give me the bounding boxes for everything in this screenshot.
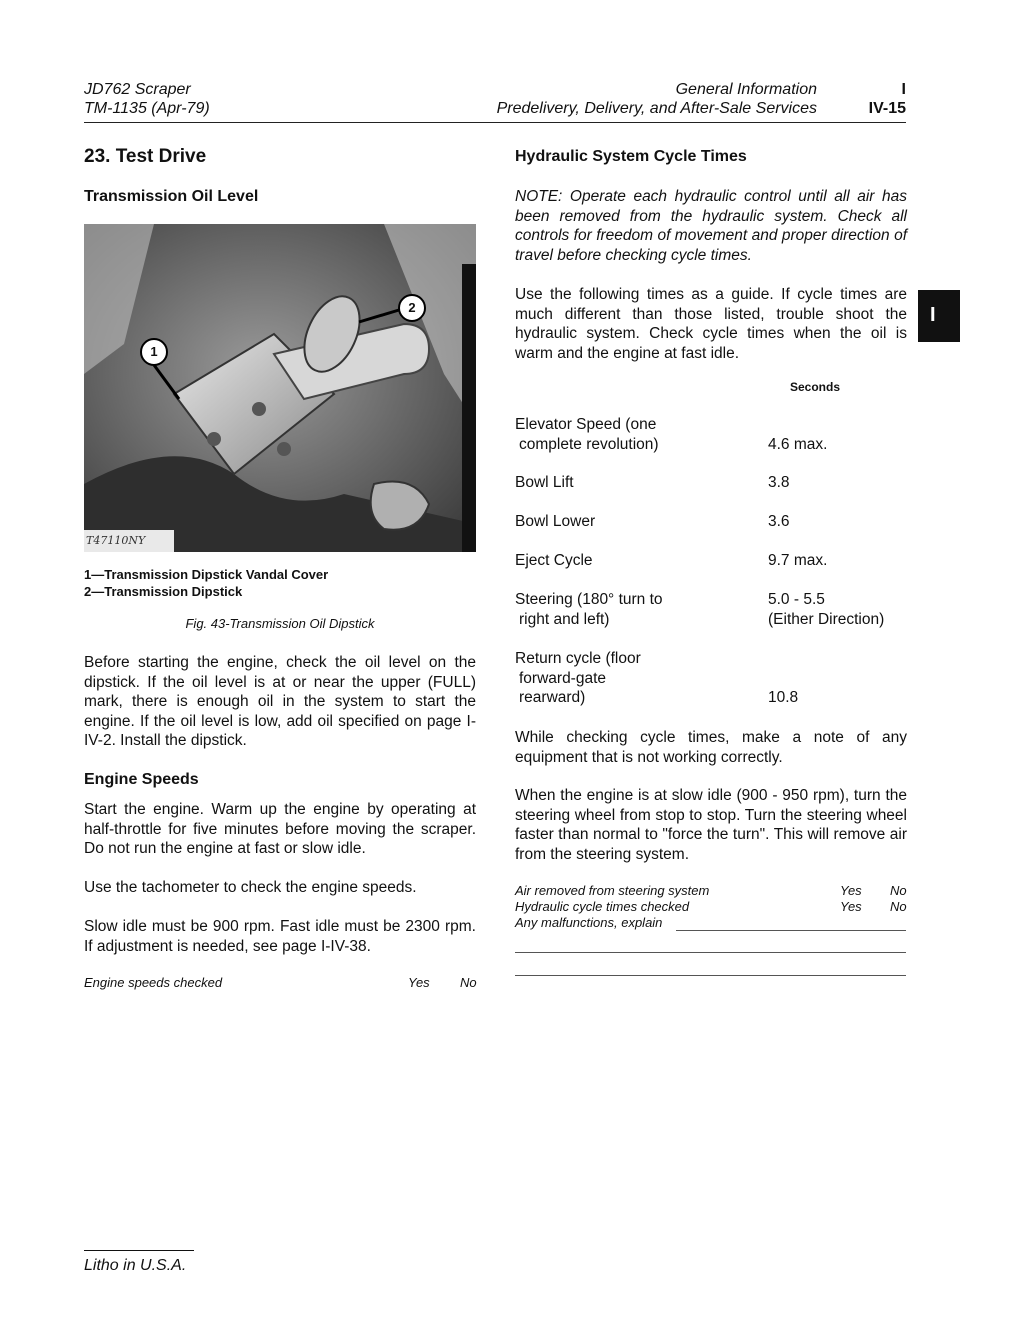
header-rule xyxy=(84,122,906,123)
cycle-row-return xyxy=(515,649,910,709)
subsection-title: Transmission Oil Level xyxy=(84,188,259,205)
cycle-row-bowl-lower xyxy=(515,512,910,532)
cycle-row-value-line xyxy=(768,415,918,435)
cycle-row-label xyxy=(515,415,740,454)
check-air-removed-no: No xyxy=(890,883,907,898)
check-air-removed-yes: Yes xyxy=(840,883,862,898)
dipstick-photo-illustration xyxy=(84,224,476,552)
dipstick-photo xyxy=(84,224,476,552)
header-model: JD762 Scraper xyxy=(84,81,191,98)
footer-litho: Litho in U.S.A. xyxy=(84,1257,187,1274)
header-page-number: IV-15 xyxy=(868,100,906,117)
cycle-row-value: 9.7 max. xyxy=(768,552,828,569)
cycle-row-label-line: right and left) xyxy=(519,610,610,628)
malfunctions-answer-line[interactable] xyxy=(676,930,906,931)
malfunction-note-paragraph: While checking cycle times, make a note of any equipment that is not working correctly. xyxy=(515,729,907,766)
oil-level-paragraph: Before starting the engine, check the oil level on the dipstick. If the oil level is at or near the upper (FULL) mark, there is enough oil in the system to start the engine. If the oil level is low, add oil specified on page I-IV-2. Install the dipstick. xyxy=(84,654,476,749)
photo-id: T47110NY xyxy=(86,534,146,547)
hydraulic-title: Hydraulic System Cycle Times xyxy=(515,148,747,165)
cycle-row-label-line: Return cycle (floor xyxy=(515,650,641,667)
cycle-row-label-line: complete revolution) xyxy=(519,435,659,453)
cycle-times-guide-paragraph: Use the following times as a guide. If cycle times are much different than those listed, trouble shoot the hydraulic system. Check cycle times when the oil is warm and the engine at fast idle. xyxy=(515,286,907,362)
hydraulic-note: NOTE: Operate each hydraulic control until all air has been removed from the hydraulic system. Check all controls for freedom of movement and proper direction of travel before checking cycle times. xyxy=(515,188,907,264)
cycle-row-label xyxy=(515,590,740,629)
section-tab-label: I xyxy=(930,304,936,326)
section-tab xyxy=(918,290,960,342)
header-part: I xyxy=(901,81,906,98)
footer-rule xyxy=(84,1250,194,1251)
check-air-removed-label: Air removed from steering system xyxy=(515,883,710,898)
cycle-row-value-line: 4.6 max. xyxy=(768,435,828,453)
cycle-row-value xyxy=(768,415,918,454)
figure-caption: Fig. 43-Transmission Oil Dipstick xyxy=(185,616,375,631)
malfunctions-answer-line[interactable] xyxy=(515,975,906,976)
cycle-row-label xyxy=(515,649,740,708)
check-cycle-times-yes: Yes xyxy=(840,899,862,914)
cycle-row-label-line: Elevator Speed (one xyxy=(515,416,657,433)
check-malfunctions-label: Any malfunctions, explain xyxy=(515,915,663,930)
cycle-row-steering xyxy=(515,590,910,630)
legend-item-2: 2—Transmission Dipstick xyxy=(84,584,243,599)
header-section: General Information xyxy=(675,81,817,98)
engine-speeds-no: No xyxy=(460,975,477,990)
legend-item-1: 1—Transmission Dipstick Vandal Cover xyxy=(84,567,329,582)
cycle-row-value xyxy=(768,649,918,708)
cycle-row-eject xyxy=(515,551,910,571)
engine-speeds-yes: Yes xyxy=(408,975,430,990)
callout-1: 1 xyxy=(150,344,158,359)
seconds-header: Seconds xyxy=(790,380,841,394)
cycle-row-value xyxy=(768,590,918,629)
header-manual-id: TM-1135 (Apr-79) xyxy=(84,100,210,117)
cycle-row-label: Eject Cycle xyxy=(515,552,593,569)
warm-up-paragraph: Start the engine. Warm up the engine by operating at half-throttle for five minutes before moving the scraper. Do not run the engine at fast or slow idle. xyxy=(84,801,476,857)
cycle-row-bowl-lift xyxy=(515,473,910,493)
cycle-row-label: Bowl Lift xyxy=(515,474,574,491)
check-cycle-times-no: No xyxy=(890,899,907,914)
engine-speeds-checked-label: Engine speeds checked xyxy=(84,975,223,990)
tachometer-paragraph: Use the tachometer to check the engine speeds. xyxy=(84,879,417,896)
cycle-row-label: Bowl Lower xyxy=(515,513,596,530)
cycle-row-value: 3.6 xyxy=(768,513,790,530)
malfunctions-answer-line[interactable] xyxy=(515,952,906,953)
idle-speed-paragraph: Slow idle must be 900 rpm. Fast idle must be 2300 rpm. If adjustment is needed, see page I-IV-38. xyxy=(84,918,476,955)
cycle-row-value-line xyxy=(768,649,918,688)
section-title: 23. Test Drive xyxy=(84,146,207,167)
steering-air-paragraph: When the engine is at slow idle (900 - 950 rpm), turn the steering wheel from stop to stop. Turn the steering wheel faster than normal to "force the turn". This will remove air from the steering system. xyxy=(515,787,907,863)
cycle-row-label-line: Steering (180° turn to xyxy=(515,591,663,608)
cycle-row-value: 3.8 xyxy=(768,474,790,491)
callout-2: 2 xyxy=(408,300,416,315)
cycle-row-label-line: rearward) xyxy=(519,689,586,706)
check-cycle-times-label: Hydraulic cycle times checked xyxy=(515,899,690,914)
cycle-row-value-line: 5.0 - 5.5 xyxy=(768,591,825,608)
cycle-row-label-line: forward-gate xyxy=(519,669,607,687)
engine-speeds-title: Engine Speeds xyxy=(84,771,199,788)
cycle-row-value-line: (Either Direction) xyxy=(768,610,885,628)
cycle-row-elevator xyxy=(515,415,910,475)
header-subsection: Predelivery, Delivery, and After-Sale Services xyxy=(496,100,817,117)
cycle-row-value-line: 10.8 xyxy=(768,689,799,706)
